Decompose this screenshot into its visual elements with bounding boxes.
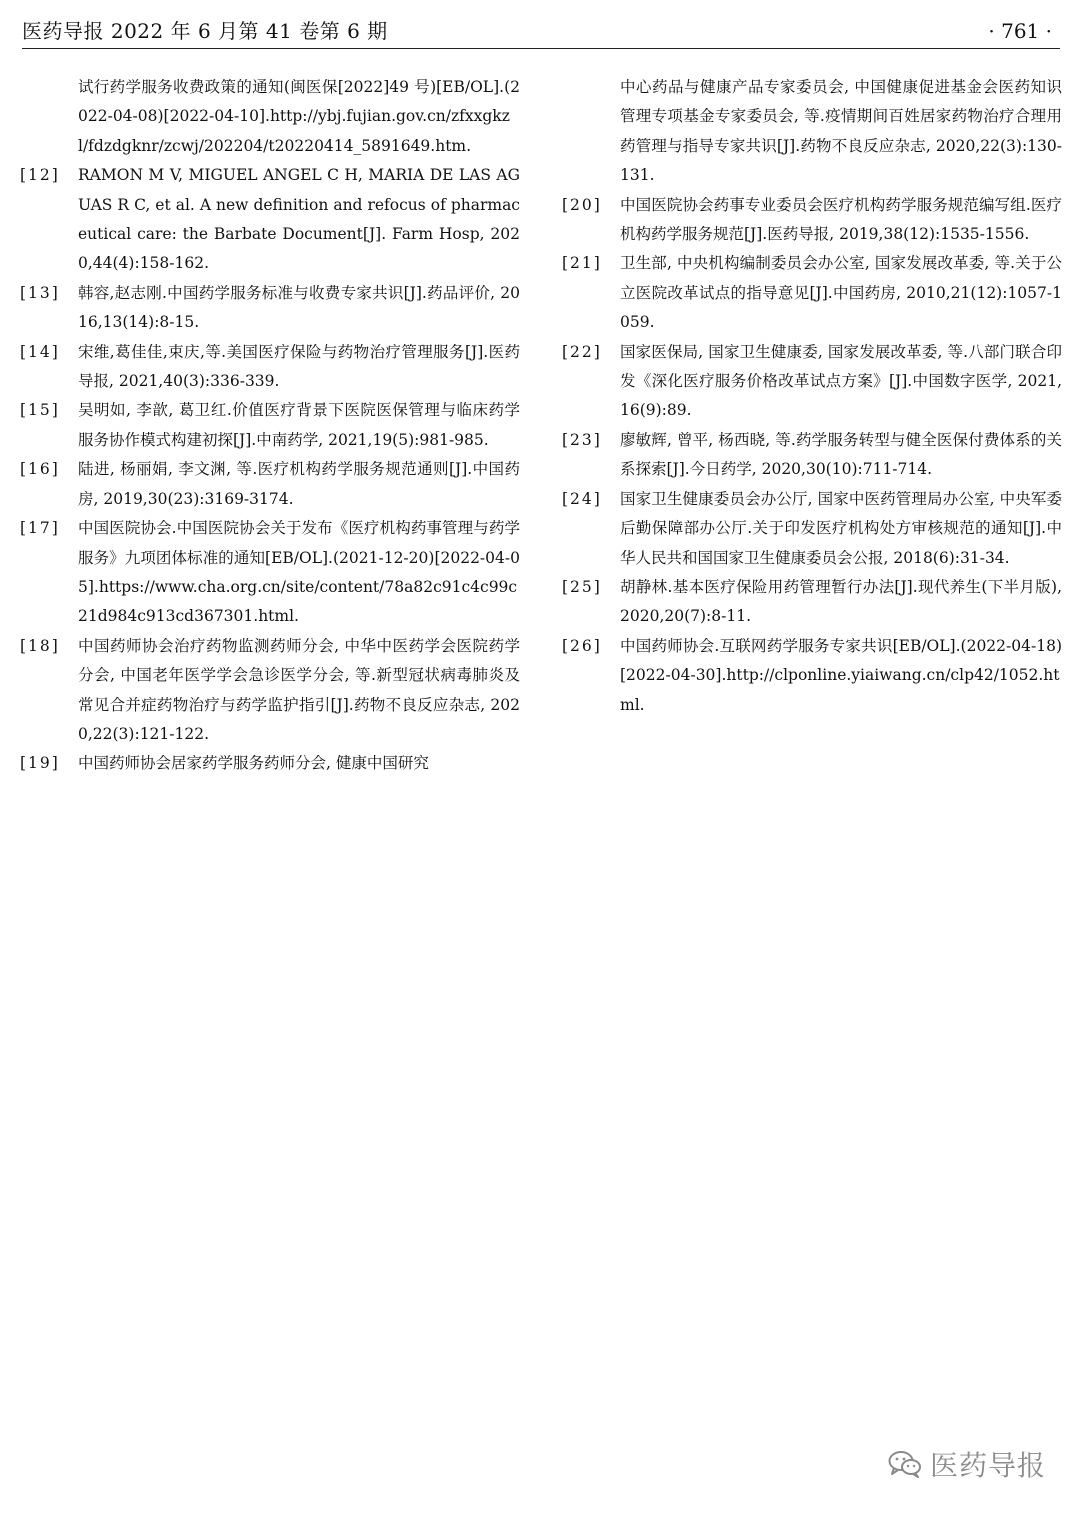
reference-item — [20, 73, 520, 161]
reference-text: 吴明如, 李歆, 葛卫红.价值医疗背景下医院医保管理与临床药学服务协作模式构建初探[J].中南药学, 2021,19(5):981-985. — [78, 401, 520, 449]
references-right-column — [562, 73, 1062, 720]
reference-item — [20, 279, 520, 338]
references-left-column — [20, 73, 520, 779]
reference-item — [562, 426, 1062, 485]
reference-item — [562, 249, 1062, 337]
reference-number: [17] — [20, 519, 60, 538]
reference-number: [26] — [562, 636, 602, 655]
reference-number: [20] — [562, 195, 602, 214]
reference-number: [16] — [20, 460, 60, 479]
reference-item — [20, 396, 520, 455]
reference-item — [20, 161, 520, 279]
reference-item — [20, 338, 520, 397]
reference-item — [562, 632, 1062, 720]
reference-text: 中心药品与健康产品专家委员会, 中国健康促进基金会医药知识管理专项基金专家委员会, 等.疫情期间百姓居家药物治疗合理用药管理与指导专家共识[J].药物不良反应杂志, 2020,22(3):130-131. — [620, 78, 1062, 185]
watermark — [888, 1444, 1046, 1484]
reference-text: 中国药师协会居家药学服务药师分会, 健康中国研究 — [78, 754, 429, 773]
reference-number: [13] — [20, 283, 60, 302]
reference-text: 宋维,葛佳佳,束庆,等.美国医疗保险与药物治疗管理服务[J].医药导报, 2021,40(3):336-339. — [78, 342, 520, 391]
reference-item — [562, 338, 1062, 426]
page-header — [22, 18, 1060, 49]
reference-text: 中国医院协会.中国医院协会关于发布《医疗机构药事管理与药学服务》九项团体标准的通知[EB/OL].(2021-12-20)[2022-04-05].https://www.cha.org.cn/site/content/78a82c91c4c99c21d984c913cd367301.html. — [78, 519, 520, 626]
reference-number: [18] — [20, 636, 60, 655]
reference-number: [15] — [20, 401, 60, 420]
reference-number: [23] — [562, 430, 602, 449]
reference-text: 廖敏辉, 曾平, 杨西晓, 等.药学服务转型与健全医保付费体系的关系探索[J].今日药学, 2020,30(10):711-714. — [620, 430, 1062, 479]
reference-number: [22] — [562, 342, 602, 361]
reference-item — [562, 573, 1062, 632]
reference-number: [21] — [562, 254, 602, 273]
reference-text: 中国药师协会治疗药物监测药师分会, 中华中医药学会医院药学分会, 中国老年医学学会急诊医学分会, 等.新型冠状病毒肺炎及常见合并症药物治疗与药学监护指引[J].药物不良反应杂志, 2020,22(3):121-122. — [78, 636, 520, 743]
reference-number: [24] — [562, 489, 602, 508]
reference-number: [14] — [20, 342, 60, 361]
reference-text: 试行药学服务收费政策的通知(闽医保[2022]49 号)[EB/OL].(2022-04-08)[2022-04-10].http://ybj.fujian.gov.cn/zfxxgkzl/fdzdgknr/zcwj/202204/t20220414_5891649.htm. — [78, 78, 520, 155]
reference-number: [12] — [20, 166, 60, 185]
reference-text: 卫生部, 中央机构编制委员会办公室, 国家发展改革委, 等.关于公立医院改革试点的指导意见[J].中国药房, 2010,21(12):1057-1059. — [620, 254, 1062, 332]
reference-text: 胡静林.基本医疗保险用药管理暂行办法[J].现代养生(下半月版), 2020,20(7):8-11. — [620, 577, 1062, 626]
journal-info: 医药导报 2022 年 6 月第 41 卷第 6 期 — [22, 19, 388, 43]
reference-text: 陆进, 杨丽娟, 李文渊, 等.医疗机构药学服务规范通则[J].中国药房, 2019,30(23):3169-3174. — [78, 460, 520, 508]
reference-item — [562, 191, 1062, 250]
reference-item — [20, 514, 520, 632]
reference-item — [20, 455, 520, 514]
reference-item — [562, 73, 1062, 191]
reference-text: 国家卫生健康委员会办公厅, 国家中医药管理局办公室, 中央军委后勤保障部办公厅.关于印发医疗机构处方审核规范的通知[J].中华人民共和国国家卫生健康委员会公报, 2018(6):31-34. — [620, 489, 1062, 567]
reference-text: 中国医院协会药事专业委员会医疗机构药学服务规范编写组.医疗机构药学服务规范[J].医药导报, 2019,38(12):1535-1556. — [620, 195, 1062, 244]
reference-number: [25] — [562, 577, 602, 596]
reference-text: 韩容,赵志刚.中国药学服务标准与收费专家共识[J].药品评价, 2016,13(14):8-15. — [78, 283, 520, 332]
reference-item — [20, 632, 520, 750]
reference-number: [19] — [20, 754, 60, 773]
reference-text: RAMON M V, MIGUEL ANGEL C H, MARIA DE LAS AGUAS R C, et al. A new definition and refocus of pharmaceutical care: the Barbate Document[J]. Farm Hosp, 2020,44(4):158-162. — [78, 166, 520, 273]
reference-item — [20, 749, 520, 778]
reference-text: 中国药师协会.互联网药学服务专家共识[EB/OL].(2022-04-18)[2022-04-30].http://clponline.yiaiwang.cn/clp42/1052.html. — [620, 636, 1062, 714]
page-number: · 761 · — [988, 19, 1052, 43]
reference-text: 国家医保局, 国家卫生健康委, 国家发展改革委, 等.八部门联合印发《深化医疗服务价格改革试点方案》[J].中国数字医学, 2021,16(9):89. — [620, 342, 1062, 420]
reference-item — [562, 485, 1062, 573]
wechat-icon — [888, 1450, 922, 1478]
watermark-text: 医药导报 — [929, 1449, 1046, 1482]
